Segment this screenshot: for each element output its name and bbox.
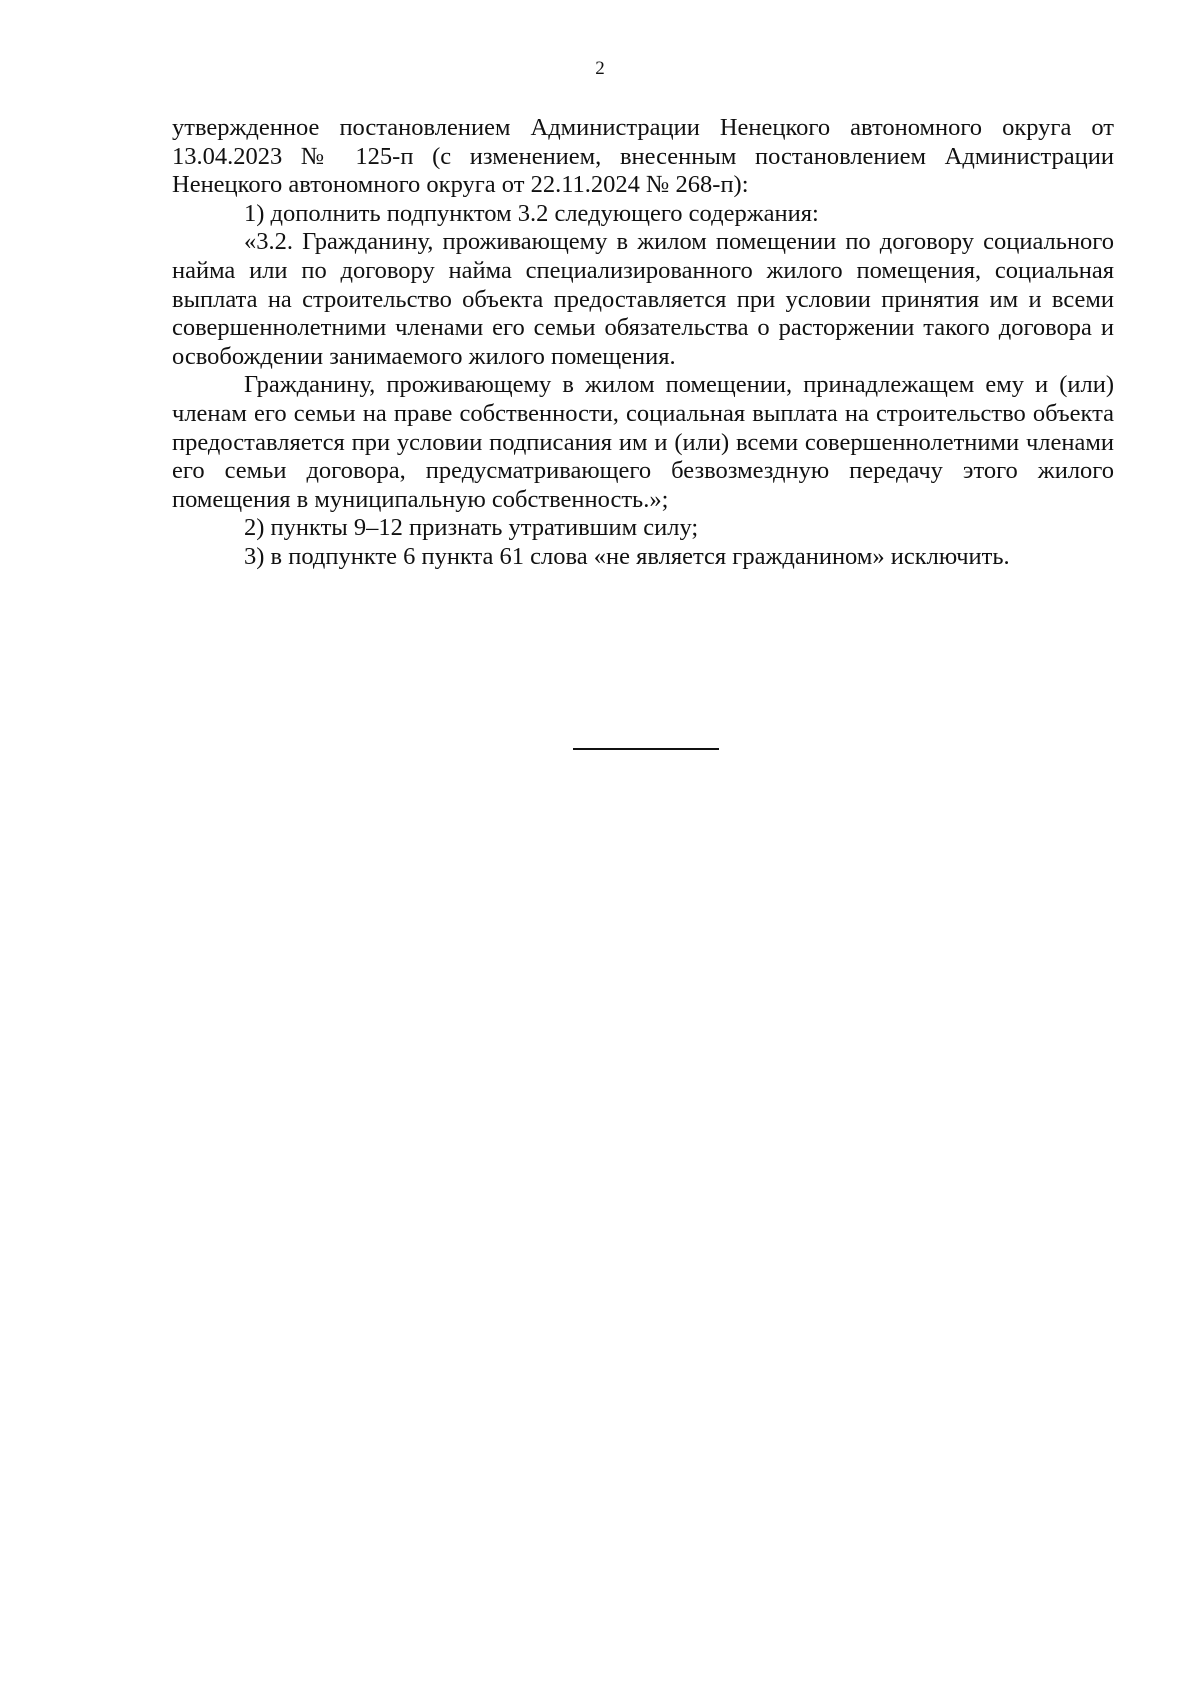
paragraph-item-1: 1) дополнить подпунктом 3.2 следующего содержания: bbox=[244, 199, 819, 227]
paragraph-item-3: 3) в подпункте 6 пункта 61 слова «не является гражданином» исключить. bbox=[244, 542, 1010, 570]
closing-divider bbox=[573, 748, 719, 750]
page-number: 2 bbox=[595, 58, 605, 79]
paragraph-subpoint-3-2-continued: Гражданину, проживающему в жилом помещении, принадлежащем ему и (или) членам его семьи на праве собственности, социальная выплата на строительство объекта предоставляется при условии подписания им и (или) всеми совершеннолетними членами его семьи договора, предусматривающего безвозмездную передачу этого жилого помещения в муниципальную собственность.»; bbox=[172, 371, 1114, 513]
paragraph-subpoint-3-2: «3.2. Гражданину, проживающему в жилом помещении по договору социального найма или по договору найма специализированного жилого помещения, социальная выплата на строительство объекта предоставляется при условии принятия им и всеми совершеннолетними членами его семьи обязательства о расторжении такого договора и освобождении занимаемого жилого помещения. bbox=[172, 228, 1114, 370]
document-body bbox=[172, 114, 1114, 572]
paragraph-intro: утвержденное постановлением Администрации Ненецкого автономного округа от 13.04.2023 № 125-п (с изменением, внесенным постановлением Администрации Ненецкого автономного округа от 22.11.2024 № 268-п): bbox=[172, 114, 1114, 199]
paragraph-item-2: 2) пункты 9–12 признать утратившим силу; bbox=[244, 514, 699, 542]
